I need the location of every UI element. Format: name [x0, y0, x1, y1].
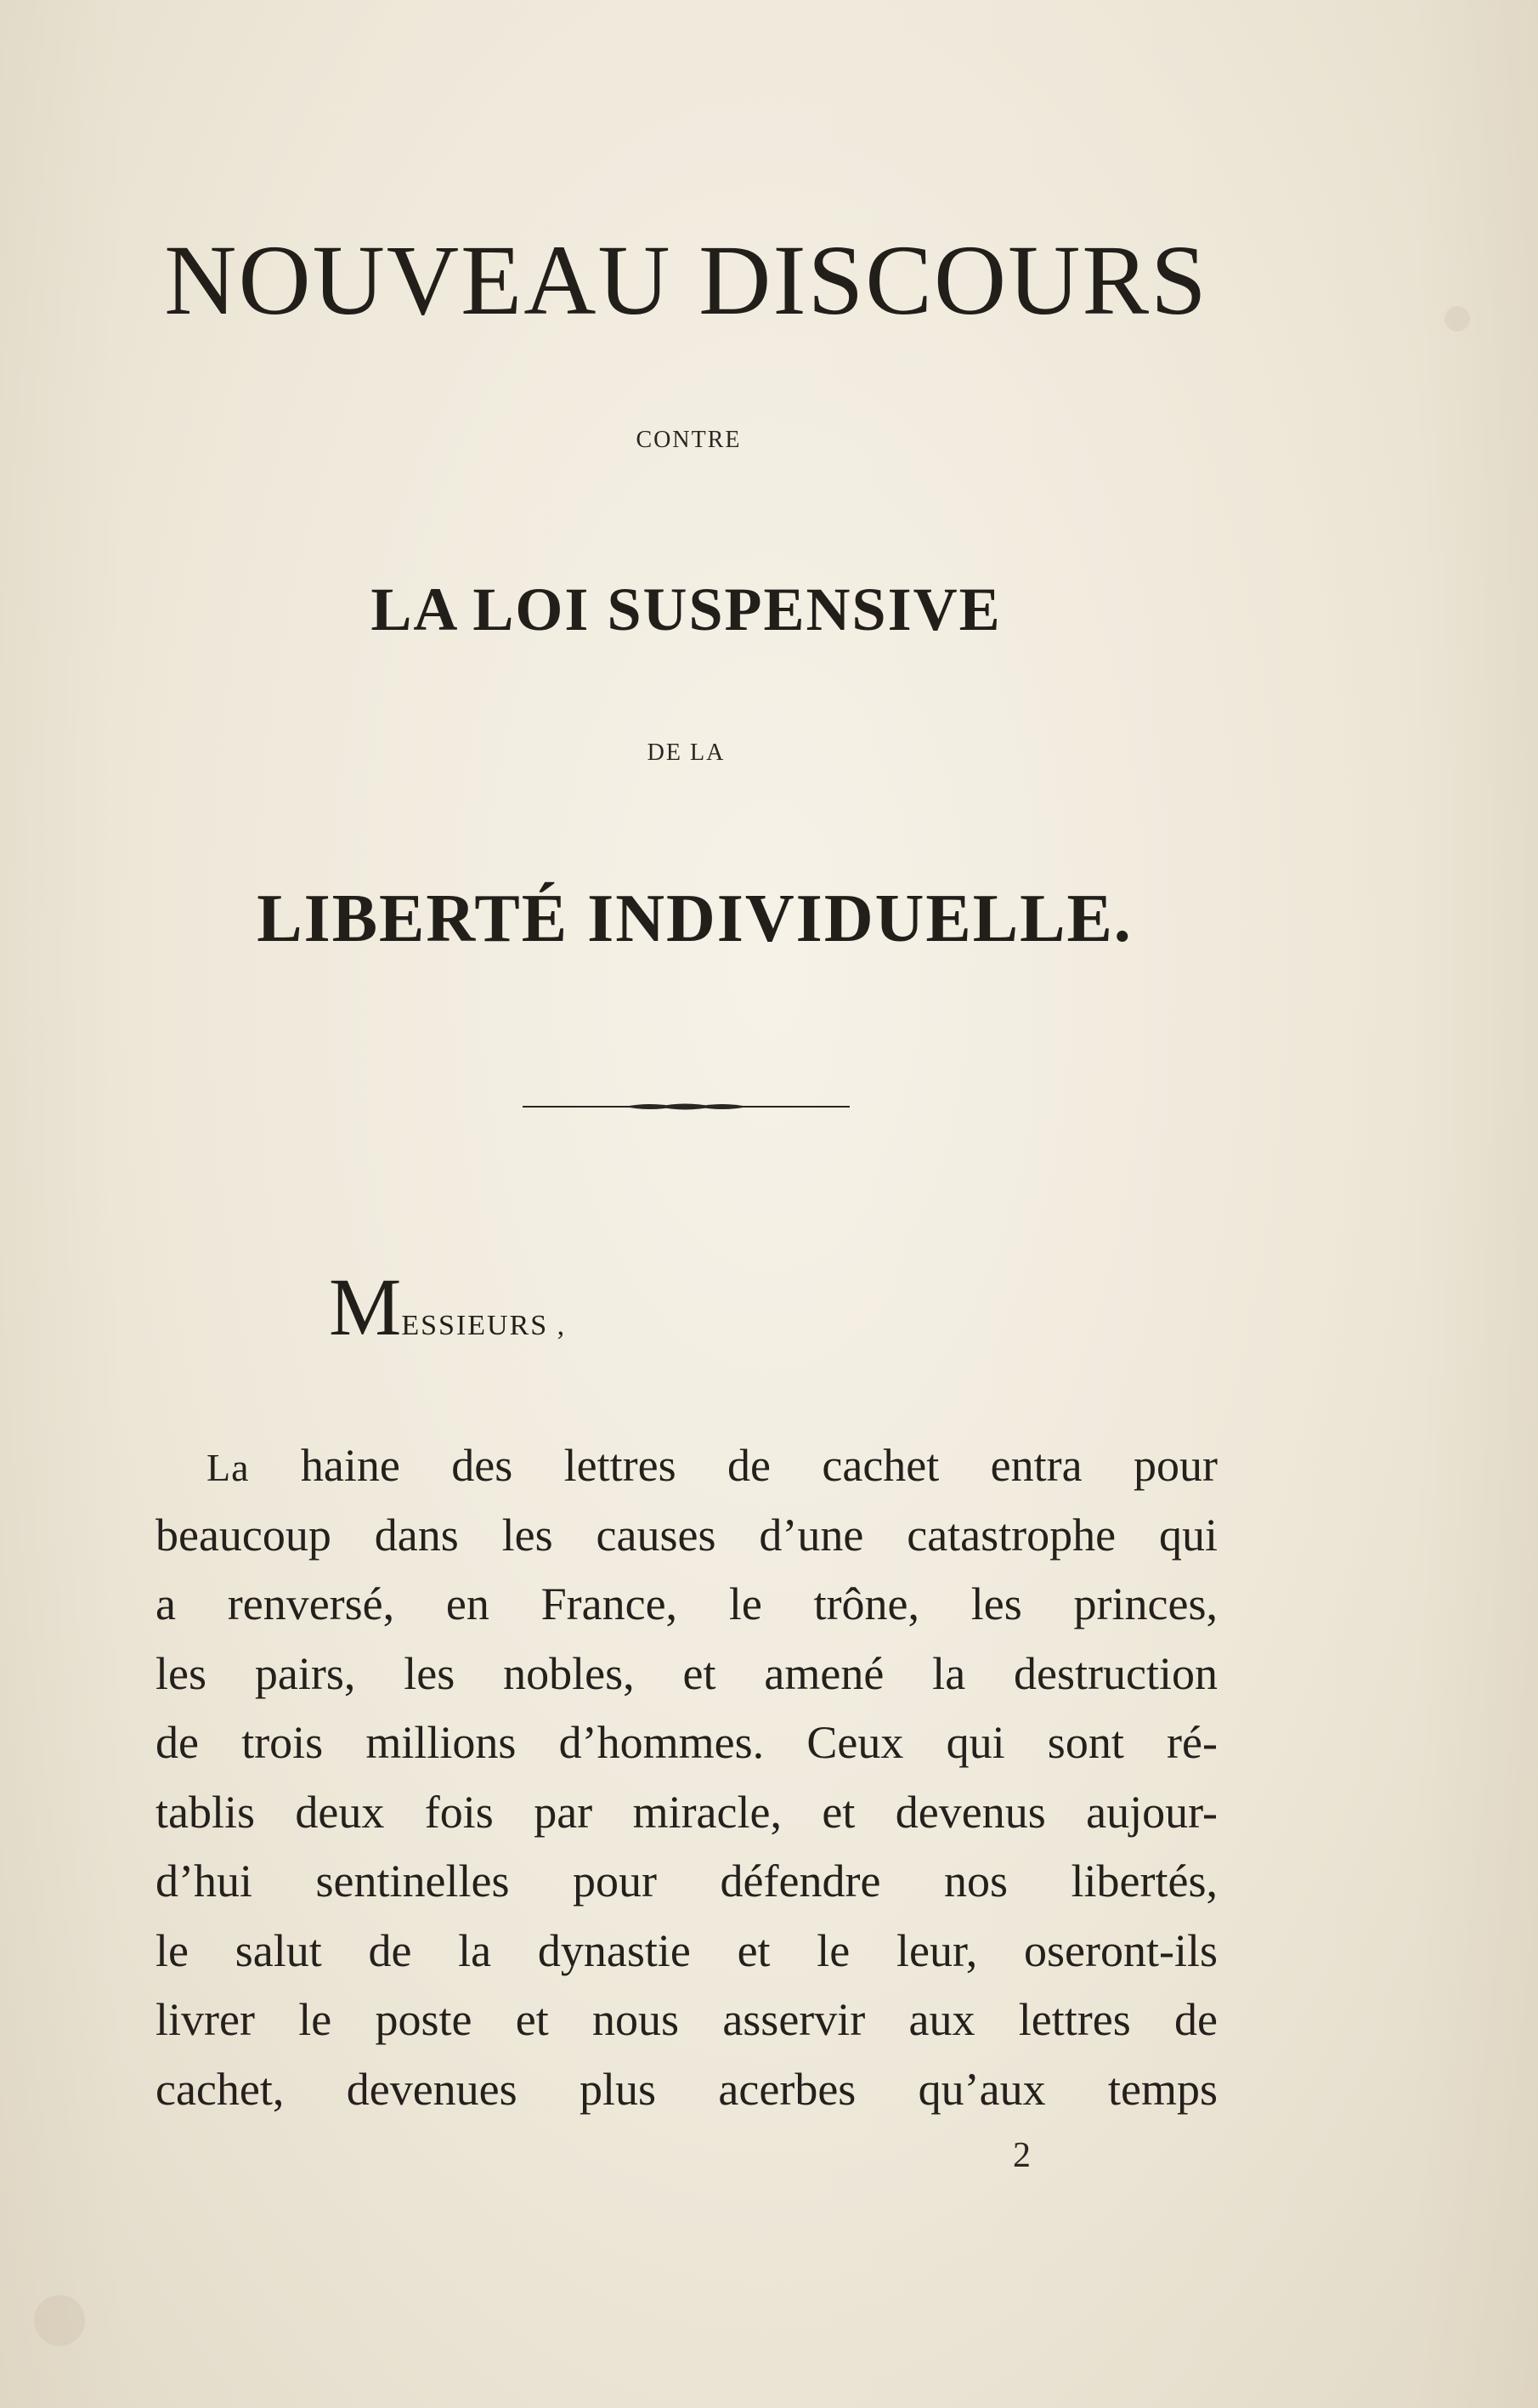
text-line: livrer le poste et nous asservir aux lettres de — [155, 1994, 1218, 2045]
text-line: a renversé, en France, le trône, les princes, — [155, 1578, 1218, 1629]
salutation — [329, 1261, 567, 1352]
text-line: cachet, devenues plus acerbes qu’aux temps — [155, 2063, 1218, 2115]
page-title: NOUVEAU DISCOURS — [164, 224, 1208, 336]
paper-stain — [1445, 306, 1470, 331]
connector-contre: CONTRE — [636, 427, 742, 453]
text-line: de trois millions d’hommes. Ceux qui sont ré- — [155, 1717, 1218, 1768]
text-line: tablis deux fois par miracle, et devenus aujour- — [155, 1786, 1218, 1838]
connector-de-la: DE LA — [647, 739, 726, 766]
salutation-rest: ESSIEURS , — [401, 1310, 567, 1341]
text-line: beaucoup dans les causes d’une catastrophe qui — [155, 1509, 1218, 1561]
body-paragraph — [155, 1431, 1218, 2124]
text-line: La haine des lettres de cachet entra pour — [206, 1440, 1218, 1491]
paper-stain — [34, 2295, 85, 2346]
text-line: d’hui sentinelles pour défendre nos libertés, — [155, 1856, 1218, 1907]
text-line: le salut de la dynastie et le leur, oseront-ils — [155, 1924, 1218, 1976]
text-line: les pairs, les nobles, et amené la destruction — [155, 1647, 1218, 1699]
ornamental-rule — [523, 1102, 850, 1112]
salutation-initial: M — [329, 1261, 402, 1352]
subtitle-liberte-individuelle: LIBERTÉ INDIVIDUELLE. — [257, 881, 1133, 956]
page-number: 2 — [1013, 2136, 1031, 2175]
lead-small-caps: La — [206, 1446, 250, 1489]
subtitle-loi-suspensive: LA LOI SUSPENSIVE — [370, 575, 1002, 643]
